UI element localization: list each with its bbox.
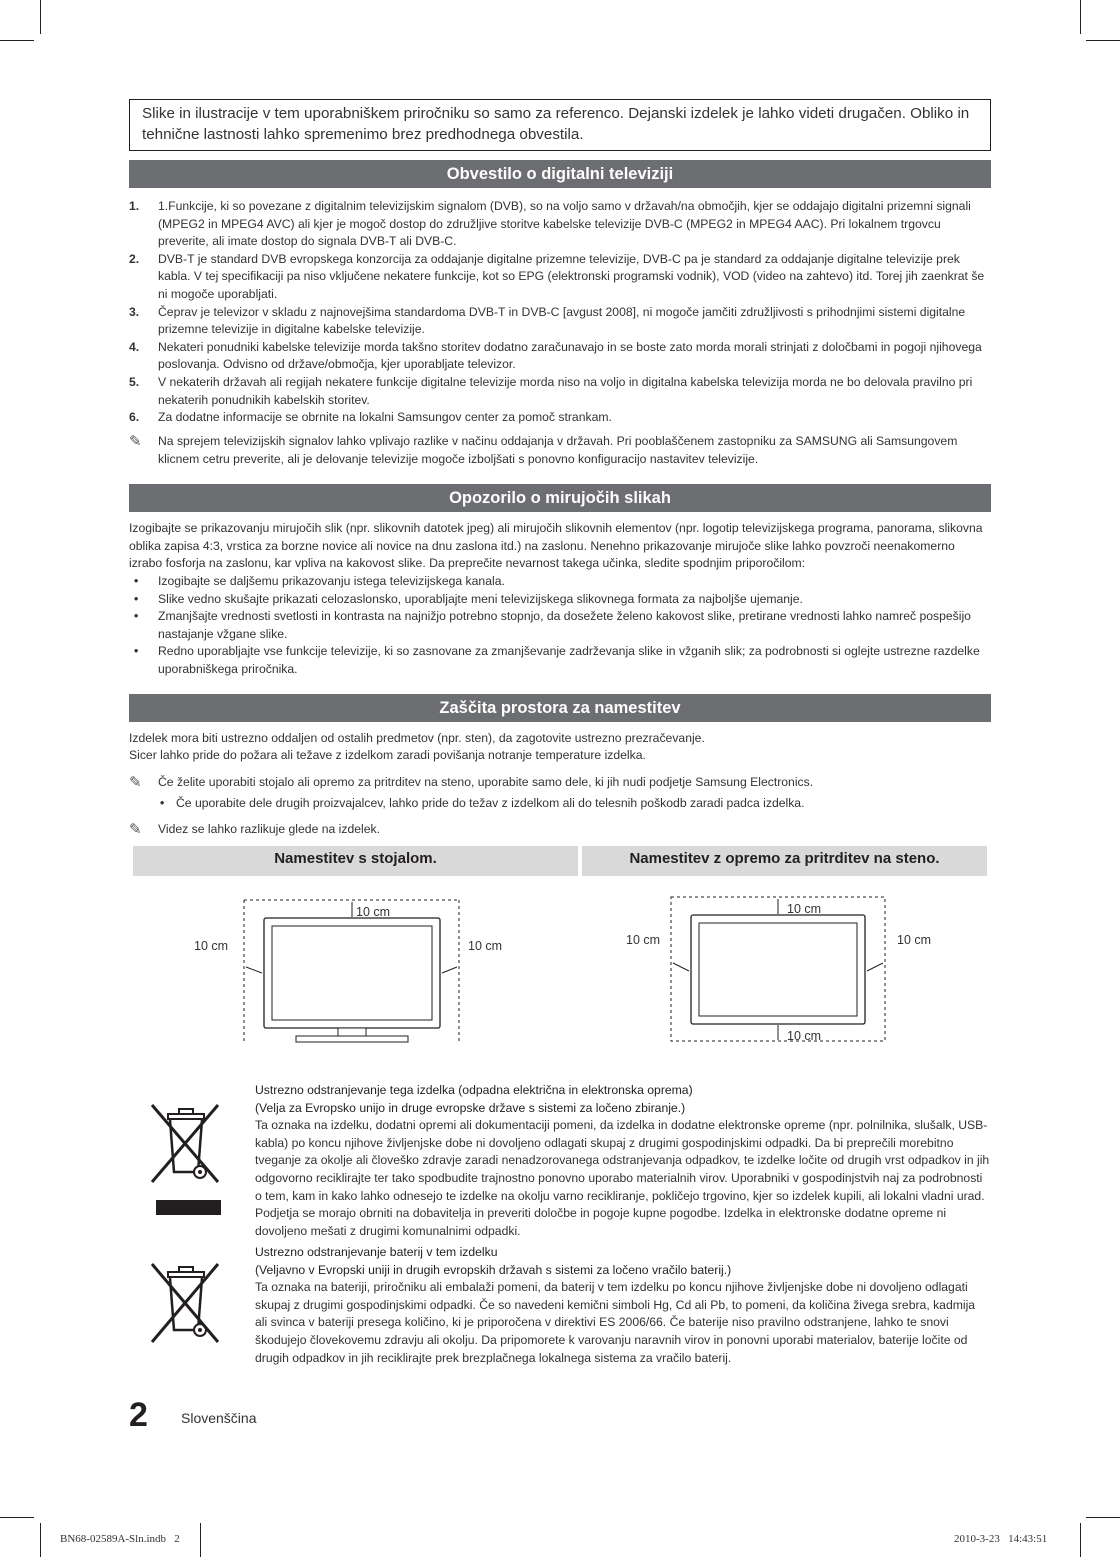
arrow-left bbox=[246, 967, 262, 973]
note-text: Na sprejem televizijskih signalov lahko vplivajo razlike v načinu oddajanja v državah. Pri pooblaščenem zastopniku za SAMSUNG ali Samsungovem klicnem cetru preverite, ali je delovanje televizije mogoče izboljšati s ponovno konfiguracijo nastavitev televizije. bbox=[158, 434, 958, 466]
footer-file-info: BN68-02589A-Sln.indb 2 bbox=[60, 1533, 180, 1545]
bullet-icon: • bbox=[160, 796, 165, 810]
list-item bbox=[129, 608, 991, 643]
dimension-right: 10 cm bbox=[897, 933, 932, 947]
tv-screen bbox=[699, 923, 857, 1016]
disclaimer-box: Slike in ilustracije v tem uporabniškem priročniku so samo za referenco. Dejanski izdelek je lahko videti drugačen. Obliko in tehnične lastnosti lahko spremenimo brez predhodnega obvestila. bbox=[129, 99, 991, 151]
arrow-right bbox=[867, 963, 883, 971]
list-text: V nekaterih državah ali regijah nekatere funkcije digitalne televizije morda niso na voljo in digitalna kabelska televizija morda ne bo delovala pravilno pri nekaterih ponudnikih kabelskih storitev. bbox=[158, 374, 973, 407]
battery-body: Ta oznaka na bateriji, priročniku ali embalaži pomeni, da baterij v tem izdelku po koncu njihove življenjske dobe ni dovoljeno odlagati skupaj z drugimi gospodinjskimi odpadki. Če so navedeni kemični simboli Hg, Cd ali Pb, to pomeni, da količina živega srebra, kadmija ali svinca v bateriji presega količino, ki je priporočena v direktivi ES 2006/66. Če baterije niso pravilno odstranjene, lahko te snovi škodujejo človekovemu zdravju ali okolju. Da pripomorete k varovanju naravnih virov in ponovni uporabi materialov, baterije ločite od drugih odpadkov in jih reciklirajte prek brezplačnega lokalnega sistema za vračilo baterij. bbox=[255, 1280, 976, 1365]
list-item bbox=[129, 643, 991, 678]
installation-line-2: Sicer lahko pride do požara ali težave z izdelkom zaradi povišanja notranje temperature izdelka. bbox=[129, 748, 646, 762]
bullet-icon: • bbox=[134, 591, 139, 606]
list-item bbox=[129, 409, 991, 427]
weee-title: Ustrezno odstranjevanje tega izdelka (odpadna električna in elektronska oprema) bbox=[255, 1083, 693, 1097]
list-text: Čeprav je televizor v skladu z najnovejšima standardoma DVB-T in DVB-C [avgust 2008], ni mogoče jamčiti združljivosti s prihodnjimi sistemi digitalne prizemne televizije in digitalne kabelske televizije. bbox=[158, 304, 966, 337]
list-text: Za dodatne informacije se obrnite na lokalni Samsungov center za pomoč strankam. bbox=[158, 410, 612, 425]
list-number: 3. bbox=[129, 304, 140, 319]
weee-disposal-text bbox=[255, 1082, 990, 1240]
subbullet-text: Če uporabite dele drugih proizvajalcev, lahko pride do težav z izdelkom ali do telesnih poškodb zaradi padca izdelka. bbox=[176, 796, 805, 810]
note-samsung-parts bbox=[129, 774, 991, 792]
list-text: Redno uporabljajte vse funkcije televizije, ki so zasnovane za zmanjševanje zadrževanja slike in vžganih slik; za podrobnosti si oglejte ustrezne razdelke uporabniškega priročnika. bbox=[158, 644, 980, 676]
crop-mark bbox=[0, 40, 34, 41]
list-item bbox=[129, 374, 991, 409]
list-text: Zmanjšajte vrednosti svetlosti in kontrasta na najnižjo potrebno stopnjo, da dosežete želeno kakovost slike, pretirane vrednosti lahko namreč pospešijo nastajanje vžgane slike. bbox=[158, 609, 971, 641]
installation-line-1: Izdelek mora biti ustrezno oddaljen od ostalih predmetov (npr. sten), da zagotovite ustrezno prezračevanje. bbox=[129, 731, 705, 745]
list-text: Nekateri ponudniki kabelske televizije morda takšno storitev dodatno zaračunavajo in se boste zato morda morali strinjati z določbami in pogoji njihovega poslovanja. Odvisno od države/območja, kjer uporabljate televizor. bbox=[158, 339, 982, 372]
note-appearance bbox=[129, 821, 991, 839]
bullet-icon: • bbox=[134, 644, 139, 659]
section-title-installation-space: Zaščita prostora za namestitev bbox=[129, 694, 991, 722]
crossed-bin-icon bbox=[146, 1100, 226, 1220]
note-text: Videz se lahko razlikuje glede na izdelek. bbox=[158, 822, 380, 836]
pencil-note-icon: ✎ bbox=[129, 821, 142, 838]
list-number: 6. bbox=[129, 410, 140, 425]
pencil-note-icon: ✎ bbox=[129, 433, 142, 450]
list-number: 4. bbox=[129, 339, 140, 354]
crop-mark bbox=[40, 1523, 41, 1557]
dimension-top: 10 cm bbox=[356, 905, 391, 919]
dimension-top: 10 cm bbox=[787, 902, 822, 916]
tv-screen bbox=[272, 926, 432, 1020]
stand-install-heading: Namestitev s stojalom. bbox=[133, 846, 578, 876]
section-title-digital-tv: Obvestilo o digitalni televiziji bbox=[129, 160, 991, 188]
battery-title: Ustrezno odstranjevanje baterij v tem izdelku bbox=[255, 1245, 498, 1259]
list-number: 5. bbox=[129, 374, 140, 389]
still-images-intro: Izogibajte se prikazovanju mirujočih slik (npr. slikovnih datotek jpeg) ali mirujočih slikovnih elementov (npr. logotip televizijskega programa, panorama, slikovna oblika zapisa 4:3, vrstica za borzne novice ali novice na dnu zaslona itd.) na zaslonu. Nenehno prikazovanje mirujoče slike lahko povzroči neenakomerno izrabo fosforja na zaslonu, kar vpliva na kakovost slike. Da preprečite nevarnost takega učinka, sledite spodnjim priporočilom: bbox=[129, 521, 983, 571]
note-signal-reception bbox=[129, 433, 991, 468]
arrow-right bbox=[442, 967, 457, 973]
list-text: Izogibajte se daljšemu prikazovanju istega televizijskega kanala. bbox=[158, 574, 505, 588]
crop-mark bbox=[1086, 1517, 1120, 1518]
crop-mark bbox=[1086, 40, 1120, 41]
dimension-right: 10 cm bbox=[468, 939, 503, 953]
list-number: 1. bbox=[129, 199, 140, 213]
battery-subtitle: (Veljavno v Evropski uniji in drugih evropskih državah s sistemi za ločeno vračilo baterij.) bbox=[255, 1262, 732, 1277]
arrow-left bbox=[673, 963, 689, 971]
page-number: 2 bbox=[129, 1396, 148, 1434]
page-language: Slovenščina bbox=[181, 1410, 257, 1426]
list-item bbox=[129, 573, 991, 591]
wall-install-diagram bbox=[610, 895, 950, 1045]
footer-timestamp: 2010-3-23 14:43:51 bbox=[954, 1533, 1048, 1545]
note-text: Če želite uporabiti stojalo ali opremo za pritrditev na steno, uporabite samo dele, ki jih nudi podjetje Samsung Electronics. bbox=[158, 775, 814, 789]
list-item bbox=[129, 251, 991, 304]
bullet-icon: • bbox=[134, 574, 139, 588]
weee-body: Ta oznaka na izdelku, dodatni opremi ali dokumentaciji pomeni, da izdelka in dodatne elektronske opreme (npr. polnilnika, slušalk, USB-kabla) po koncu njihove življenjske dobe ni dovoljeno odlagati skupaj z drugimi gospodinjskimi odpadki. Da bi preprečili morebitno tveganje za okolje ali človeško zdravje zaradi nenadzorovanega odstranjevanja odpadkov, te izdelke ločite od drugih vrst odpadkov in jih odgovorno reciklirajte ter tako spodbudite trajnostno ponovno uporabo materialnih virov. Uporabniki v gospodinjstvih naj za podrobnosti o tem, kam in kako lahko odnesejo te izdelke na okolju varno recikliranje, pokličejo trgovino, kjer so izdelek kupili, ali lokalni vladni urad. Podjetja se morajo obrniti na dobavitelja in preveriti določbe in pogoje kupne pogodbe. Izdelka in elektronske dodatne opreme ni dovoljeno mešati z drugimi komunalnimi odpadki. bbox=[255, 1118, 990, 1238]
battery-disposal-text bbox=[255, 1244, 990, 1367]
subbullet-other-parts bbox=[158, 795, 976, 813]
list-item bbox=[129, 339, 991, 374]
dimension-left: 10 cm bbox=[626, 933, 661, 947]
weee-subtitle: (Velja za Evropsko unijo in druge evropske države s sistemi za ločeno zbiranje.) bbox=[255, 1100, 686, 1115]
crop-mark bbox=[0, 1517, 34, 1518]
list-text: DVB-T je standard DVB evropskega konzorcija za oddajanje digitalne prizemne televizije, DVB-C pa je standard za oddajanje digitalne televizije prek kabla. V tej specifikaciji pa niso vključene nekatere funkcije, kot so EPG (elektronski programski vodnik), VOD (video na zahtevo) itd. Torej jih zaenkrat še ni mogoče uporabljati. bbox=[158, 251, 985, 301]
list-item bbox=[129, 198, 991, 251]
dimension-left: 10 cm bbox=[194, 939, 229, 953]
list-number: 2. bbox=[129, 251, 140, 266]
still-images-list bbox=[129, 573, 991, 679]
crossed-bin-battery-icon bbox=[146, 1262, 226, 1352]
crop-mark bbox=[40, 0, 41, 34]
bullet-icon: • bbox=[134, 609, 139, 624]
list-text: 1.Funkcije, ki so povezane z digitalnim televizijskim signalom (DVB), so na voljo samo v državah/na območjih, kjer se oddajajo digitalni prizemni signali (MPEG2 in MPEG4 AVC) ali kjer je mogoč dostop do združljive storitve kabelske televizije DVB-C (MPEG2 in MPEG4 AAC). Pri lokalnem trgovcu preverite, ali imate dostop do signala DVB-T ali DVB-C. bbox=[158, 199, 971, 249]
pencil-note-icon: ✎ bbox=[129, 774, 142, 791]
crop-mark bbox=[1080, 1523, 1081, 1557]
list-text: Slike vedno skušajte prikazati celozaslonsko, uporabljajte meni televizijskega slikovnega formata za najboljše ujemanje. bbox=[158, 591, 803, 606]
wall-install-heading: Namestitev z opremo za pritrditev na steno. bbox=[582, 846, 987, 876]
crop-mark bbox=[200, 1523, 201, 1557]
dimension-bottom: 10 cm bbox=[787, 1029, 822, 1043]
list-item bbox=[129, 304, 991, 339]
digital-tv-list bbox=[129, 198, 991, 427]
list-item bbox=[129, 591, 991, 609]
crop-mark bbox=[1080, 0, 1081, 34]
section-title-still-images: Opozorilo o mirujočih slikah bbox=[129, 484, 991, 512]
tv-stand-base bbox=[296, 1036, 408, 1042]
stand-install-diagram bbox=[180, 895, 530, 1045]
tv-stand-neck bbox=[338, 1028, 366, 1036]
